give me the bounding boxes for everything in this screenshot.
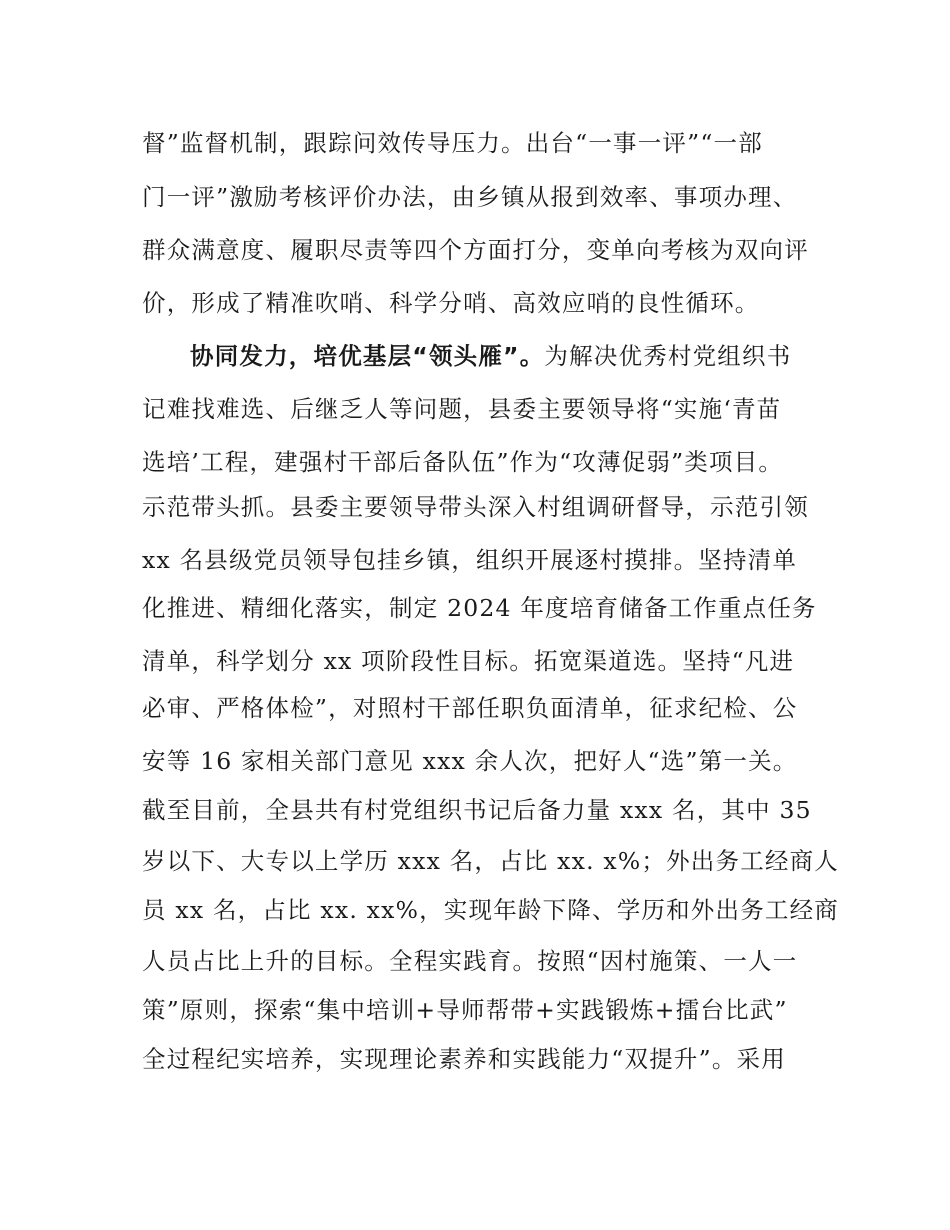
paragraph-2-first-line bbox=[190, 341, 791, 371]
paragraph-1-line-1: 督”监督机制，跟踪问效传导压力。出台“一事一评”“一部 bbox=[142, 129, 763, 157]
paragraph-2-line: 选培’工程，建强村干部后备队伍”作为“攻薄促弱”类项目。 bbox=[142, 448, 784, 476]
paragraph-2-line: 安等 16 家相关部门意见 xxx 余人次，把好人“选”第一关。 bbox=[142, 747, 798, 775]
paragraph-2-line: 岁以下、大专以上学历 xxx 名，占比 xx. x%；外出务工经商人 bbox=[142, 847, 839, 875]
paragraph-2-line: 员 xx 名，占比 xx. xx%，实现年龄下降、学历和外出务工经商 bbox=[142, 896, 839, 924]
paragraph-2-line: 策”原则，探索“集中培训+导师帮带+实践锻炼+擂台比武” bbox=[142, 996, 788, 1024]
paragraph-2-line: 人员占比上升的目标。全程实践育。按照“因村施策、一人一 bbox=[142, 947, 798, 975]
paragraph-2-line: 化推进、精细化落实，制定 2024 年度培育储备工作重点任务 bbox=[142, 594, 817, 622]
paragraph-1-line-3: 群众满意度、履职尽责等四个方面打分，变单向考核为双向评 bbox=[142, 236, 809, 264]
paragraph-2-line: 清单，科学划分 xx 项阶段性目标。拓宽渠道选。坚持“凡进 bbox=[142, 647, 795, 675]
paragraph-2-line: 记难找难选、后继乏人等问题，县委主要领导将“实施‘青苗 bbox=[142, 395, 782, 423]
paragraph-2-line: 全过程纪实培养，实现理论素养和实践能力“双提升”。采用 bbox=[142, 1045, 786, 1073]
paragraph-2-line: 必审、严格体检”，对照村干部任职负面清单，征求纪检、公 bbox=[142, 694, 798, 722]
paragraph-2-line: xx 名县级党员领导包挂乡镇，组织开展逐村摸排。坚持清单 bbox=[142, 546, 798, 574]
paragraph-2-first-line-rest: 为解决优秀村党组织书 bbox=[544, 342, 792, 370]
section-heading: 协同发力，培优基层“领头雁”。 bbox=[190, 342, 545, 370]
paragraph-2-line: 示范带头抓。县委主要领导带头深入村组调研督导，示范引领 bbox=[142, 493, 809, 521]
paragraph-1-line-2: 门一评”激励考核评价办法，由乡镇从报到效率、事项办理、 bbox=[142, 183, 798, 211]
paragraph-1-line-4: 价，形成了精准吹哨、科学分哨、高效应哨的良性循环。 bbox=[142, 289, 760, 317]
paragraph-2-line: 截至目前，全县共有村党组织书记后备力量 xxx 名，其中 35 bbox=[142, 796, 812, 824]
